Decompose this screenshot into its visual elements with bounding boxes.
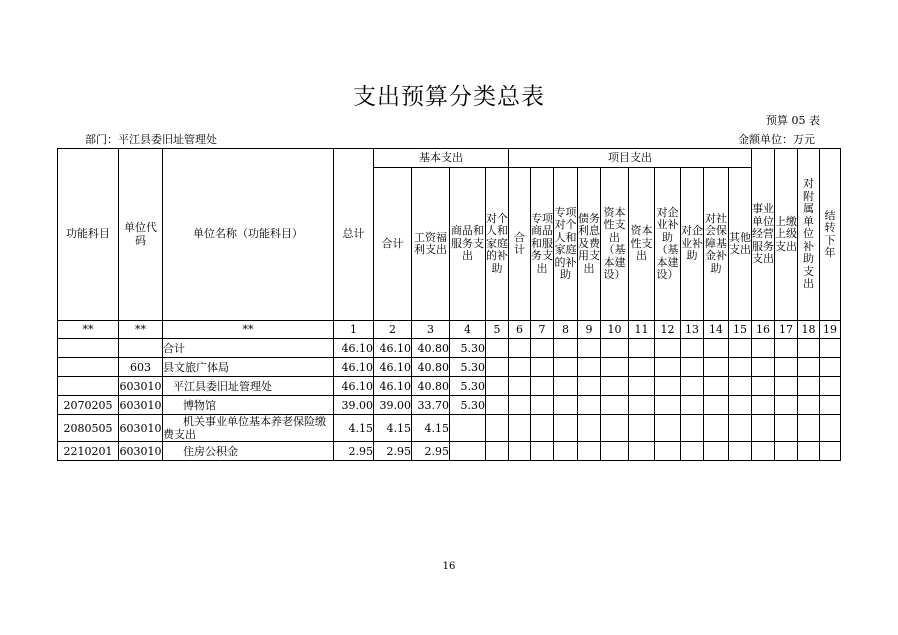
- row-value: [531, 377, 554, 396]
- row-value: 40.80: [412, 377, 450, 396]
- row-value: 4.15: [334, 415, 374, 442]
- row-value: [531, 442, 554, 461]
- column-index-cell: 15: [729, 321, 752, 339]
- row-value: 40.80: [412, 358, 450, 377]
- row-value: [655, 358, 681, 377]
- row-unit-code: [119, 339, 163, 358]
- row-func-code: 2070205: [58, 396, 119, 415]
- row-value: [704, 377, 729, 396]
- row-value: [629, 396, 655, 415]
- row-value: 2.95: [374, 442, 412, 461]
- row-value: [578, 442, 601, 461]
- row-value: [601, 358, 629, 377]
- row-value: [486, 358, 509, 377]
- column-index-cell: 5: [486, 321, 509, 339]
- row-unit-name: 县文旅广体局: [163, 358, 334, 377]
- row-value: [681, 339, 704, 358]
- row-value: [531, 339, 554, 358]
- row-value: [578, 396, 601, 415]
- table-row: [58, 396, 841, 415]
- row-value: [450, 442, 486, 461]
- column-index-cell: 17: [775, 321, 798, 339]
- row-value: [752, 358, 775, 377]
- row-unit-name: 博物馆: [163, 396, 334, 415]
- row-value: [509, 358, 531, 377]
- row-value: 39.00: [334, 396, 374, 415]
- column-index-cell: 1: [334, 321, 374, 339]
- row-value: [554, 442, 578, 461]
- header-basic-wages: 工资福利支出: [412, 168, 450, 321]
- row-func-code: 2080505: [58, 415, 119, 442]
- row-unit-code: 603010: [119, 442, 163, 461]
- header-unit-code: 单位代码: [119, 149, 163, 321]
- column-index-cell: **: [163, 321, 334, 339]
- row-value: [752, 442, 775, 461]
- row-value: 2.95: [334, 442, 374, 461]
- row-value: [704, 415, 729, 442]
- row-value: [601, 377, 629, 396]
- row-value: 46.10: [374, 339, 412, 358]
- row-value: [820, 396, 841, 415]
- row-value: [681, 358, 704, 377]
- column-index-cell: 16: [752, 321, 775, 339]
- row-unit-name: 机关事业单位基本养老保险缴费支出: [163, 415, 334, 442]
- row-unit-name: 住房公积金: [163, 442, 334, 461]
- row-value: 46.10: [334, 339, 374, 358]
- row-value: [629, 415, 655, 442]
- row-value: [820, 339, 841, 358]
- table-row: [58, 415, 841, 442]
- header-basic-individual-subsidy: 对个人和家庭的补助: [486, 168, 509, 321]
- table-row: [58, 442, 841, 461]
- header-basic-subtotal: 合计: [374, 168, 412, 321]
- row-value: [578, 358, 601, 377]
- table-row: [58, 358, 841, 377]
- row-value: 46.10: [374, 377, 412, 396]
- column-index-cell: 3: [412, 321, 450, 339]
- column-index-cell: 11: [629, 321, 655, 339]
- row-value: [775, 358, 798, 377]
- row-value: [775, 415, 798, 442]
- table-body: [58, 339, 841, 461]
- row-value: [775, 339, 798, 358]
- row-value: [798, 415, 820, 442]
- row-value: 4.15: [374, 415, 412, 442]
- row-value: [704, 396, 729, 415]
- header-unit-name: 单位名称（功能科目）: [163, 149, 334, 321]
- row-value: [629, 358, 655, 377]
- row-unit-code: 603: [119, 358, 163, 377]
- row-func-code: 2210201: [58, 442, 119, 461]
- row-value: [655, 339, 681, 358]
- header-project-social-security: 对社会保障基金补助: [704, 168, 729, 321]
- row-value: [655, 415, 681, 442]
- header-carry-over: 结转下年: [820, 149, 841, 321]
- header-project-other: 其他支出: [729, 168, 752, 321]
- row-value: [798, 377, 820, 396]
- row-value: [704, 358, 729, 377]
- row-value: 5.30: [450, 339, 486, 358]
- table-row: [58, 377, 841, 396]
- row-value: [629, 377, 655, 396]
- header-project-enterprise-construction: 对企业补助（基本建设）: [655, 168, 681, 321]
- row-value: 33.70: [412, 396, 450, 415]
- header-project-expenditure: 项目支出: [509, 149, 752, 168]
- header-remit-superior: 上缴上级支出: [775, 149, 798, 321]
- row-value: [775, 377, 798, 396]
- row-value: [554, 339, 578, 358]
- row-value: [820, 442, 841, 461]
- header-subsidiary-subsidy: 对附属单位补助支出: [798, 149, 820, 321]
- row-unit-code: 603010: [119, 415, 163, 442]
- column-index-cell: **: [58, 321, 119, 339]
- row-value: [752, 415, 775, 442]
- column-index-cell: 13: [681, 321, 704, 339]
- header-project-capital: 资本性支出: [629, 168, 655, 321]
- row-value: [554, 377, 578, 396]
- row-value: [578, 339, 601, 358]
- column-index-cell: **: [119, 321, 163, 339]
- header-basic-goods-services: 商品和服务支出: [450, 168, 486, 321]
- row-value: [681, 415, 704, 442]
- row-value: [486, 415, 509, 442]
- column-index-cell: 14: [704, 321, 729, 339]
- row-value: [681, 377, 704, 396]
- row-value: 5.30: [450, 377, 486, 396]
- row-value: [509, 339, 531, 358]
- column-index-cell: 2: [374, 321, 412, 339]
- row-value: [752, 377, 775, 396]
- header-project-goods-services: 专项商品和服务支出: [531, 168, 554, 321]
- row-value: 46.10: [334, 358, 374, 377]
- row-unit-name: 合计: [163, 339, 334, 358]
- budget-table: [57, 148, 841, 461]
- row-value: [601, 442, 629, 461]
- column-index-cell: 7: [531, 321, 554, 339]
- row-value: [531, 415, 554, 442]
- column-index-cell: 10: [601, 321, 629, 339]
- header-business-service: 事业单位经营服务支出: [752, 149, 775, 321]
- row-value: [450, 415, 486, 442]
- row-func-code: [58, 339, 119, 358]
- amount-unit-label: 金额单位：万元: [738, 133, 815, 146]
- page-number: 16: [442, 561, 456, 572]
- row-value: 5.30: [450, 396, 486, 415]
- row-value: [486, 377, 509, 396]
- row-value: [509, 442, 531, 461]
- row-value: [752, 339, 775, 358]
- row-value: [629, 339, 655, 358]
- row-value: [729, 442, 752, 461]
- row-value: [578, 415, 601, 442]
- row-value: [629, 442, 655, 461]
- row-value: [681, 396, 704, 415]
- row-unit-code: 603010: [119, 377, 163, 396]
- table-code: 预算 05 表: [766, 114, 820, 127]
- row-value: [798, 339, 820, 358]
- header-func-subject: 功能科目: [58, 149, 119, 321]
- column-index-row: [58, 321, 841, 339]
- header-project-debt-interest: 债务利息及费用支出: [578, 168, 601, 321]
- row-value: 40.80: [412, 339, 450, 358]
- row-value: [704, 442, 729, 461]
- row-value: [798, 396, 820, 415]
- row-value: [704, 339, 729, 358]
- row-value: [578, 377, 601, 396]
- row-value: [655, 377, 681, 396]
- row-value: 39.00: [374, 396, 412, 415]
- row-value: [601, 396, 629, 415]
- row-func-code: [58, 358, 119, 377]
- row-value: [820, 415, 841, 442]
- header-project-capital-construction: 资本性支出（基本建设）: [601, 168, 629, 321]
- row-value: [681, 442, 704, 461]
- row-value: 5.30: [450, 358, 486, 377]
- row-value: [601, 415, 629, 442]
- column-index-cell: 6: [509, 321, 531, 339]
- row-value: [729, 396, 752, 415]
- header-basic-expenditure: 基本支出: [374, 149, 509, 168]
- column-index-cell: 4: [450, 321, 486, 339]
- row-value: [554, 415, 578, 442]
- column-index-cell: 12: [655, 321, 681, 339]
- row-value: 4.15: [412, 415, 450, 442]
- column-index-cell: 8: [554, 321, 578, 339]
- row-value: [531, 358, 554, 377]
- header-project-subtotal: 合计: [509, 168, 531, 321]
- row-value: [486, 442, 509, 461]
- row-value: 46.10: [334, 377, 374, 396]
- column-index-cell: 19: [820, 321, 841, 339]
- row-value: [752, 396, 775, 415]
- row-value: [775, 442, 798, 461]
- row-value: [655, 396, 681, 415]
- row-value: [729, 377, 752, 396]
- row-value: [775, 396, 798, 415]
- row-value: [486, 339, 509, 358]
- row-value: [531, 396, 554, 415]
- row-value: [554, 358, 578, 377]
- header-total: 总计: [334, 149, 374, 321]
- row-value: [798, 358, 820, 377]
- row-value: [486, 396, 509, 415]
- row-value: [729, 339, 752, 358]
- row-value: 2.95: [412, 442, 450, 461]
- row-value: [655, 442, 681, 461]
- row-unit-name: 平江县委旧址管理处: [163, 377, 334, 396]
- row-value: [820, 377, 841, 396]
- row-value: [729, 415, 752, 442]
- row-func-code: [58, 377, 119, 396]
- row-value: [820, 358, 841, 377]
- row-value: [554, 396, 578, 415]
- header-project-individual-subsidy: 专项对个人和家庭的补助: [554, 168, 578, 321]
- row-value: [798, 442, 820, 461]
- header-project-enterprise-subsidy: 对企业补助: [681, 168, 704, 321]
- row-value: [509, 396, 531, 415]
- row-value: [509, 415, 531, 442]
- department-label: 部门：平江县委旧址管理处: [85, 133, 217, 146]
- column-index-cell: 9: [578, 321, 601, 339]
- row-value: [729, 358, 752, 377]
- table-row: [58, 339, 841, 358]
- row-unit-code: 603010: [119, 396, 163, 415]
- column-index-cell: 18: [798, 321, 820, 339]
- row-value: [601, 339, 629, 358]
- page-title: 支出预算分类总表: [353, 84, 545, 110]
- row-value: [509, 377, 531, 396]
- row-value: 46.10: [374, 358, 412, 377]
